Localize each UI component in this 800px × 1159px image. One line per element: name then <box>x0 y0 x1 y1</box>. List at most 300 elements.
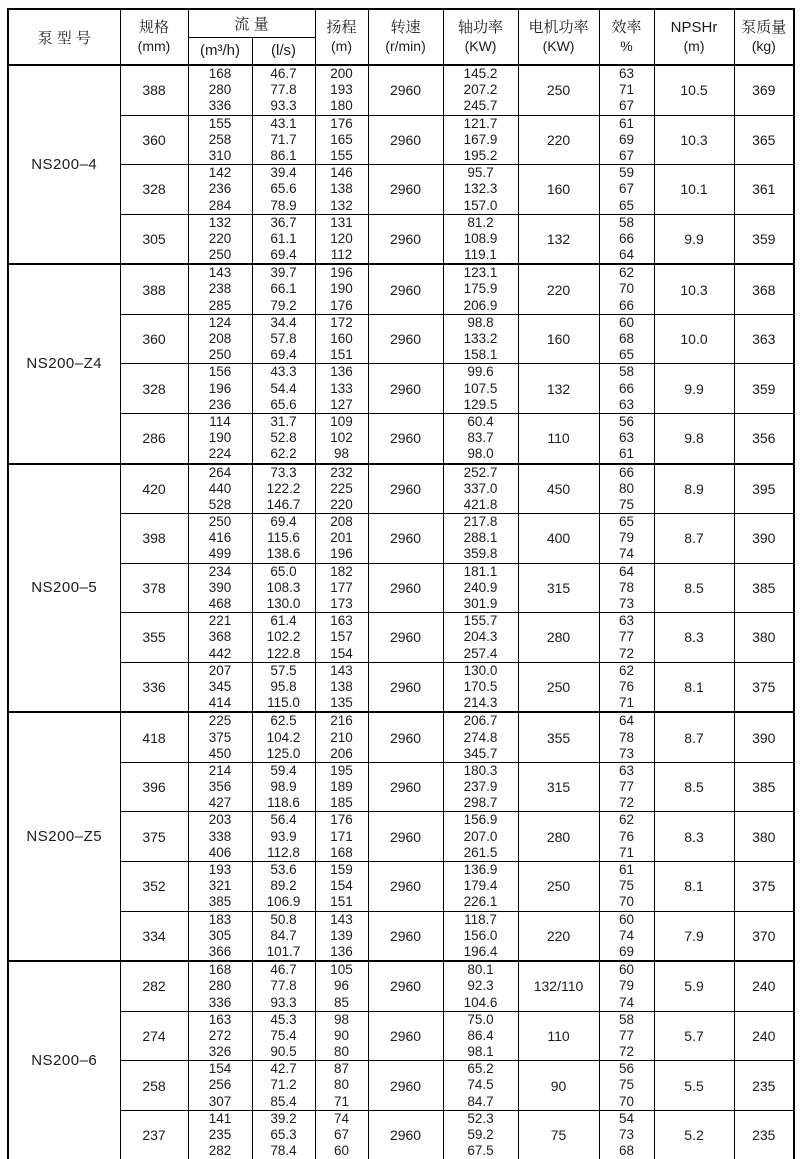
col-header-pump-mass-unit: (kg) <box>751 38 776 54</box>
speed-cell: 2960 <box>368 65 443 115</box>
flow-ls-cell <box>252 1061 315 1111</box>
efficiency-cell <box>599 314 654 364</box>
motor-power-cell: 132 <box>518 364 599 414</box>
head-cell-value: 127 <box>330 396 353 412</box>
flow-ls-cell-value: 130.0 <box>266 596 301 611</box>
speed-cell: 2960 <box>368 1110 443 1159</box>
head-cell <box>315 712 368 762</box>
shaft-power-cell-value: 206.7 <box>463 713 498 729</box>
speed-cell: 2960 <box>368 264 443 314</box>
head-cell-value: 96 <box>334 978 350 994</box>
npshr-cell: 8.3 <box>654 613 734 663</box>
shaft-power-cell-value: 240.9 <box>463 579 498 595</box>
col-header-shaft-power <box>443 9 518 65</box>
efficiency-cell-value: 61 <box>619 115 635 131</box>
flow-m3h-cell <box>188 613 252 663</box>
head-cell-value: 206 <box>330 745 353 761</box>
shaft-power-cell-value: 337.0 <box>463 480 498 496</box>
speed-cell: 2960 <box>368 214 443 264</box>
flow-ls-cell-value: 108.3 <box>266 579 301 595</box>
flow-m3h-cell-value: 132 <box>208 214 232 230</box>
pump-mass-cell: 395 <box>734 464 794 514</box>
shaft-power-cell <box>443 712 518 762</box>
head-cell-value: 176 <box>330 812 353 828</box>
spec-row <box>8 364 794 414</box>
pump-mass-cell: 370 <box>734 911 794 961</box>
head-cell-value: 160 <box>330 331 353 346</box>
flow-m3h-cell-value: 345 <box>208 678 232 694</box>
head-cell <box>315 662 368 712</box>
shaft-power-cell-value: 108.9 <box>463 230 498 246</box>
flow-ls-cell-value: 138.6 <box>266 546 301 562</box>
efficiency-cell <box>599 364 654 414</box>
motor-power-cell: 160 <box>518 314 599 364</box>
flow-m3h-cell <box>188 563 252 613</box>
col-header-speed <box>368 9 443 65</box>
pump-mass-cell: 356 <box>734 413 794 463</box>
shaft-power-cell-value: 130.0 <box>463 662 498 678</box>
efficiency-cell <box>599 1011 654 1061</box>
flow-ls-cell-value: 146.7 <box>266 496 301 512</box>
shaft-power-cell-value: 207.0 <box>463 828 498 844</box>
efficiency-cell-value: 63 <box>619 66 635 81</box>
head-cell <box>315 762 368 812</box>
flow-m3h-cell <box>188 762 252 812</box>
flow-ls-cell-value: 118.6 <box>267 795 300 811</box>
spec-row <box>8 165 794 215</box>
shaft-power-cell-value: 180.3 <box>463 762 498 778</box>
motor-power-cell: 355 <box>518 712 599 762</box>
flow-ls-cell-value: 93.9 <box>270 828 297 844</box>
head-cell-value: 105 <box>330 962 353 978</box>
col-header-shaft-power-label: 轴功率 <box>458 19 504 36</box>
efficiency-cell <box>599 712 654 762</box>
pump-mass-cell: 365 <box>734 115 794 165</box>
spec-row <box>8 1110 794 1159</box>
npshr-cell: 10.5 <box>654 65 734 115</box>
flow-m3h-cell-value: 193 <box>208 862 232 877</box>
shaft-power-cell-value: 98.1 <box>467 1044 494 1060</box>
head-cell-value: 165 <box>330 131 353 147</box>
head-cell <box>315 214 368 264</box>
efficiency-cell <box>599 812 654 862</box>
pump-mass-cell: 359 <box>734 364 794 414</box>
col-header-motor-power-label: 电机功率 <box>528 19 589 36</box>
flow-m3h-cell-value: 406 <box>208 844 232 860</box>
shaft-power-cell <box>443 762 518 812</box>
spec-row <box>8 613 794 663</box>
flow-m3h-cell <box>188 165 252 215</box>
npshr-cell: 8.7 <box>654 712 734 762</box>
head-cell-value: 220 <box>330 496 353 512</box>
flow-m3h-cell-value: 336 <box>208 994 232 1010</box>
col-header-efficiency <box>599 9 654 65</box>
head-cell-value: 98 <box>334 446 350 462</box>
spec-row <box>8 314 794 364</box>
efficiency-cell-value: 73 <box>619 596 635 611</box>
flow-ls-cell-value: 112.8 <box>267 844 300 860</box>
flow-ls-cell-value: 43.3 <box>270 364 297 380</box>
efficiency-cell <box>599 1110 654 1159</box>
col-header-motor-power <box>518 9 599 65</box>
efficiency-cell-value: 59 <box>619 165 635 181</box>
spec-row <box>8 214 794 264</box>
head-cell-value: 146 <box>330 165 353 181</box>
efficiency-cell-value: 61 <box>619 446 635 462</box>
flow-ls-cell-value: 93.3 <box>270 994 297 1010</box>
col-header-pump-mass <box>734 9 794 65</box>
head-cell-value: 196 <box>330 265 353 281</box>
efficiency-cell-value: 76 <box>619 678 635 694</box>
shaft-power-cell-value: 81.2 <box>467 214 494 230</box>
flow-ls-cell <box>252 314 315 364</box>
flow-ls-cell <box>252 862 315 912</box>
flow-ls-cell-value: 52.8 <box>270 430 297 446</box>
flow-m3h-cell-value: 224 <box>208 446 232 462</box>
efficiency-cell-value: 71 <box>619 695 635 711</box>
flow-ls-cell <box>252 961 315 1011</box>
flow-ls-cell <box>252 115 315 165</box>
efficiency-cell-value: 67 <box>619 147 635 163</box>
efficiency-cell-value: 73 <box>619 1127 635 1142</box>
shaft-power-cell <box>443 115 518 165</box>
flow-ls-cell-value: 61.1 <box>270 230 297 246</box>
col-header-flow-ls: (l/s) <box>252 37 315 65</box>
flow-ls-cell <box>252 1110 315 1159</box>
efficiency-cell-value: 60 <box>619 962 635 978</box>
flow-ls-cell <box>252 264 315 314</box>
flow-m3h-cell-value: 168 <box>208 66 232 81</box>
efficiency-cell-value: 75 <box>619 496 635 512</box>
shaft-power-cell-value: 167.9 <box>463 131 498 147</box>
col-header-speed-label: 转速 <box>390 19 421 36</box>
shaft-power-cell-value: 157.0 <box>463 197 498 213</box>
pump-mass-cell: 385 <box>734 762 794 812</box>
spec-row <box>8 762 794 812</box>
flow-m3h-cell-value: 250 <box>208 514 232 530</box>
npshr-cell: 9.8 <box>654 413 734 463</box>
efficiency-cell <box>599 762 654 812</box>
flow-m3h-cell-value: 207 <box>208 662 232 678</box>
efficiency-cell-value: 73 <box>619 745 635 761</box>
speed-cell: 2960 <box>368 464 443 514</box>
shaft-power-cell-value: 274.8 <box>463 729 498 745</box>
spec-row <box>8 712 794 762</box>
head-cell-value: 109 <box>330 413 353 429</box>
flow-ls-cell-value: 62.5 <box>270 713 297 729</box>
efficiency-cell-value: 64 <box>619 713 635 729</box>
motor-power-cell: 250 <box>518 862 599 912</box>
head-cell-value: 177 <box>330 579 353 595</box>
head-cell <box>315 264 368 314</box>
head-cell <box>315 862 368 912</box>
shaft-power-cell <box>443 364 518 414</box>
spec-cell: 418 <box>120 712 188 762</box>
shaft-power-cell-value: 237.9 <box>463 779 498 795</box>
head-cell-value: 87 <box>334 1061 350 1077</box>
efficiency-cell <box>599 115 654 165</box>
efficiency-cell-value: 80 <box>619 480 635 496</box>
efficiency-cell-value: 66 <box>619 230 635 246</box>
shaft-power-cell-value: 92.3 <box>467 978 494 994</box>
pump-mass-cell: 380 <box>734 812 794 862</box>
pump-mass-cell: 363 <box>734 314 794 364</box>
pump-mass-cell: 368 <box>734 264 794 314</box>
efficiency-cell <box>599 862 654 912</box>
shaft-power-cell-value: 52.3 <box>467 1110 494 1126</box>
npshr-cell: 10.3 <box>654 115 734 165</box>
efficiency-cell-value: 67 <box>619 181 635 197</box>
speed-cell: 2960 <box>368 364 443 414</box>
head-cell-value: 185 <box>330 795 353 811</box>
shaft-power-cell-value: 145.2 <box>463 66 498 81</box>
efficiency-cell-value: 66 <box>619 380 635 396</box>
spec-row <box>8 911 794 961</box>
shaft-power-cell <box>443 165 518 215</box>
efficiency-cell-value: 58 <box>619 1011 635 1027</box>
motor-power-cell: 132/110 <box>518 961 599 1011</box>
shaft-power-cell-value: 74.5 <box>467 1077 494 1093</box>
head-cell-value: 112 <box>330 247 353 263</box>
motor-power-cell: 110 <box>518 413 599 463</box>
flow-ls-cell-value: 101.7 <box>266 943 301 959</box>
efficiency-cell-value: 72 <box>619 645 635 661</box>
head-cell-value: 155 <box>330 147 353 163</box>
shaft-power-cell-value: 245.7 <box>463 98 498 114</box>
flow-m3h-cell-value: 321 <box>208 878 232 894</box>
flow-ls-cell-value: 73.3 <box>270 464 297 480</box>
head-cell-value: 190 <box>330 281 353 297</box>
flow-ls-cell-value: 90.5 <box>270 1044 297 1060</box>
efficiency-cell-value: 70 <box>619 894 635 910</box>
head-cell-value: 168 <box>330 844 353 860</box>
head-cell-value: 182 <box>330 563 353 579</box>
flow-m3h-cell-value: 155 <box>208 115 232 131</box>
npshr-cell: 10.3 <box>654 264 734 314</box>
flow-ls-cell <box>252 514 315 564</box>
shaft-power-cell-value: 98.0 <box>467 446 494 462</box>
head-cell-value: 80 <box>334 1044 350 1060</box>
head-cell-value: 139 <box>330 927 353 943</box>
efficiency-cell <box>599 961 654 1011</box>
shaft-power-cell-value: 252.7 <box>463 464 498 480</box>
shaft-power-cell <box>443 1110 518 1159</box>
motor-power-cell: 250 <box>518 662 599 712</box>
shaft-power-cell <box>443 961 518 1011</box>
speed-cell: 2960 <box>368 563 443 613</box>
col-header-efficiency-label: 效率 <box>611 19 642 36</box>
shaft-power-cell <box>443 613 518 663</box>
spec-row <box>8 413 794 463</box>
efficiency-cell-value: 60 <box>619 314 635 330</box>
shaft-power-cell-value: 181.1 <box>463 563 498 579</box>
flow-m3h-cell-value: 143 <box>208 265 232 281</box>
efficiency-cell-value: 63 <box>619 762 635 778</box>
flow-ls-cell-value: 65.0 <box>270 563 297 579</box>
col-header-pump-mass-label: 泵质量 <box>741 19 787 36</box>
spec-row <box>8 662 794 712</box>
flow-m3h-cell <box>188 1061 252 1111</box>
flow-ls-cell-value: 65.3 <box>270 1127 297 1142</box>
shaft-power-cell <box>443 264 518 314</box>
col-header-motor-power-unit: (KW) <box>542 38 575 54</box>
flow-ls-cell-value: 42.7 <box>270 1061 297 1077</box>
efficiency-cell-value: 74 <box>619 927 635 943</box>
motor-power-cell: 75 <box>518 1110 599 1159</box>
efficiency-cell-value: 78 <box>619 579 635 595</box>
shaft-power-cell-value: 83.7 <box>467 430 494 446</box>
head-cell-value: 151 <box>330 894 353 910</box>
flow-m3h-cell <box>188 413 252 463</box>
flow-m3h-cell <box>188 514 252 564</box>
flow-m3h-cell-value: 236 <box>208 396 232 412</box>
shaft-power-cell-value: 99.6 <box>467 364 494 380</box>
shaft-power-cell <box>443 1061 518 1111</box>
head-cell-value: 98 <box>334 1011 350 1027</box>
motor-power-cell: 220 <box>518 264 599 314</box>
flow-m3h-cell-value: 236 <box>208 181 232 197</box>
flow-m3h-cell-value: 356 <box>208 779 232 795</box>
flow-m3h-cell-value: 416 <box>208 530 232 546</box>
flow-m3h-cell-value: 528 <box>208 496 232 512</box>
head-cell-value: 131 <box>330 214 353 230</box>
pump-mass-cell: 240 <box>734 1011 794 1061</box>
col-header-head-unit: (m) <box>331 38 353 54</box>
head-cell <box>315 961 368 1011</box>
flow-m3h-cell-value: 183 <box>208 911 232 927</box>
col-header-spec-unit: (mm) <box>137 38 171 54</box>
col-header-spec-label: 规格 <box>138 19 169 36</box>
flow-ls-cell-value: 65.6 <box>270 181 297 197</box>
spec-row <box>8 115 794 165</box>
shaft-power-cell-value: 204.3 <box>463 629 498 645</box>
flow-ls-cell-value: 75.4 <box>270 1027 297 1043</box>
pump-model-cell: NS200–Z4 <box>8 264 120 463</box>
spec-cell: 398 <box>120 514 188 564</box>
head-cell-value: 143 <box>330 662 353 678</box>
flow-ls-cell-value: 46.7 <box>270 962 297 978</box>
efficiency-cell <box>599 264 654 314</box>
head-cell <box>315 364 368 414</box>
shaft-power-cell-value: 158.1 <box>463 347 498 363</box>
flow-m3h-cell-value: 442 <box>208 645 232 661</box>
shaft-power-cell-value: 217.8 <box>463 514 498 530</box>
head-cell <box>315 563 368 613</box>
flow-m3h-cell <box>188 662 252 712</box>
efficiency-cell-value: 69 <box>619 943 635 959</box>
spec-cell: 282 <box>120 961 188 1011</box>
flow-m3h-cell-value: 338 <box>208 828 232 844</box>
shaft-power-cell-value: 123.1 <box>463 265 498 281</box>
flow-m3h-cell-value: 114 <box>209 413 231 429</box>
pump-model-cell: NS200–Z5 <box>8 712 120 961</box>
head-cell-value: 71 <box>334 1093 350 1109</box>
head-cell <box>315 65 368 115</box>
speed-cell: 2960 <box>368 1011 443 1061</box>
flow-m3h-cell-value: 264 <box>208 464 232 480</box>
flow-ls-cell-value: 39.7 <box>270 265 297 281</box>
flow-m3h-cell <box>188 214 252 264</box>
spec-cell: 360 <box>120 115 188 165</box>
efficiency-cell-value: 79 <box>619 978 635 994</box>
shaft-power-cell-value: 288.1 <box>463 530 498 546</box>
flow-m3h-cell <box>188 264 252 314</box>
flow-ls-cell-value: 102.2 <box>266 629 301 645</box>
head-cell-value: 200 <box>330 66 353 81</box>
flow-ls-cell-value: 78.9 <box>270 197 297 213</box>
shaft-power-cell-value: 195.2 <box>463 147 498 163</box>
shaft-power-cell-value: 59.2 <box>467 1127 494 1142</box>
head-cell-value: 135 <box>330 695 353 711</box>
speed-cell: 2960 <box>368 115 443 165</box>
flow-ls-cell-value: 85.4 <box>270 1093 297 1109</box>
shaft-power-cell-value: 214.3 <box>463 695 498 711</box>
speed-cell: 2960 <box>368 314 443 364</box>
flow-m3h-cell <box>188 862 252 912</box>
efficiency-cell-value: 68 <box>619 331 635 346</box>
flow-m3h-cell <box>188 961 252 1011</box>
flow-ls-cell-value: 57.5 <box>270 662 297 678</box>
head-cell <box>315 314 368 364</box>
flow-m3h-cell <box>188 911 252 961</box>
spec-row <box>8 1061 794 1111</box>
npshr-cell: 8.7 <box>654 514 734 564</box>
flow-m3h-cell-value: 499 <box>208 546 232 562</box>
spec-row <box>8 264 794 314</box>
efficiency-cell-value: 60 <box>619 911 635 927</box>
efficiency-cell-value: 56 <box>619 1061 635 1077</box>
efficiency-cell-value: 63 <box>619 430 635 446</box>
efficiency-cell-value: 77 <box>619 779 635 795</box>
flow-ls-cell-value: 59.4 <box>270 762 297 778</box>
spec-cell: 396 <box>120 762 188 812</box>
head-cell <box>315 1061 368 1111</box>
shaft-power-cell-value: 60.4 <box>467 413 494 429</box>
efficiency-cell-value: 65 <box>619 514 635 530</box>
flow-m3h-cell-value: 220 <box>208 230 232 246</box>
flow-ls-cell-value: 62.2 <box>270 446 297 462</box>
npshr-cell: 10.1 <box>654 165 734 215</box>
flow-ls-cell <box>252 712 315 762</box>
motor-power-cell: 132 <box>518 214 599 264</box>
flow-ls-cell-value: 45.3 <box>270 1011 297 1027</box>
shaft-power-cell <box>443 911 518 961</box>
flow-m3h-cell-value: 272 <box>208 1027 232 1043</box>
efficiency-cell <box>599 662 654 712</box>
flow-m3h-cell-value: 168 <box>208 962 232 978</box>
head-cell <box>315 613 368 663</box>
head-cell-value: 138 <box>330 181 353 197</box>
head-cell-value: 74 <box>334 1110 350 1126</box>
flow-ls-cell-value: 53.6 <box>270 862 297 877</box>
flow-m3h-cell <box>188 364 252 414</box>
flow-ls-cell-value: 50.8 <box>270 911 297 927</box>
head-cell-value: 159 <box>330 862 353 877</box>
table-header <box>8 9 794 65</box>
speed-cell: 2960 <box>368 165 443 215</box>
shaft-power-cell-value: 156.9 <box>463 812 498 828</box>
head-cell-value: 133 <box>330 380 353 396</box>
flow-ls-cell-value: 61.4 <box>270 613 297 629</box>
shaft-power-cell <box>443 662 518 712</box>
flow-ls-cell <box>252 464 315 514</box>
head-cell-value: 60 <box>334 1143 350 1159</box>
flow-ls-cell <box>252 812 315 862</box>
head-cell-value: 208 <box>330 514 353 530</box>
shaft-power-cell-value: 80.1 <box>467 962 494 978</box>
flow-m3h-cell-value: 280 <box>208 82 232 98</box>
shaft-power-cell-value: 359.8 <box>463 546 498 562</box>
